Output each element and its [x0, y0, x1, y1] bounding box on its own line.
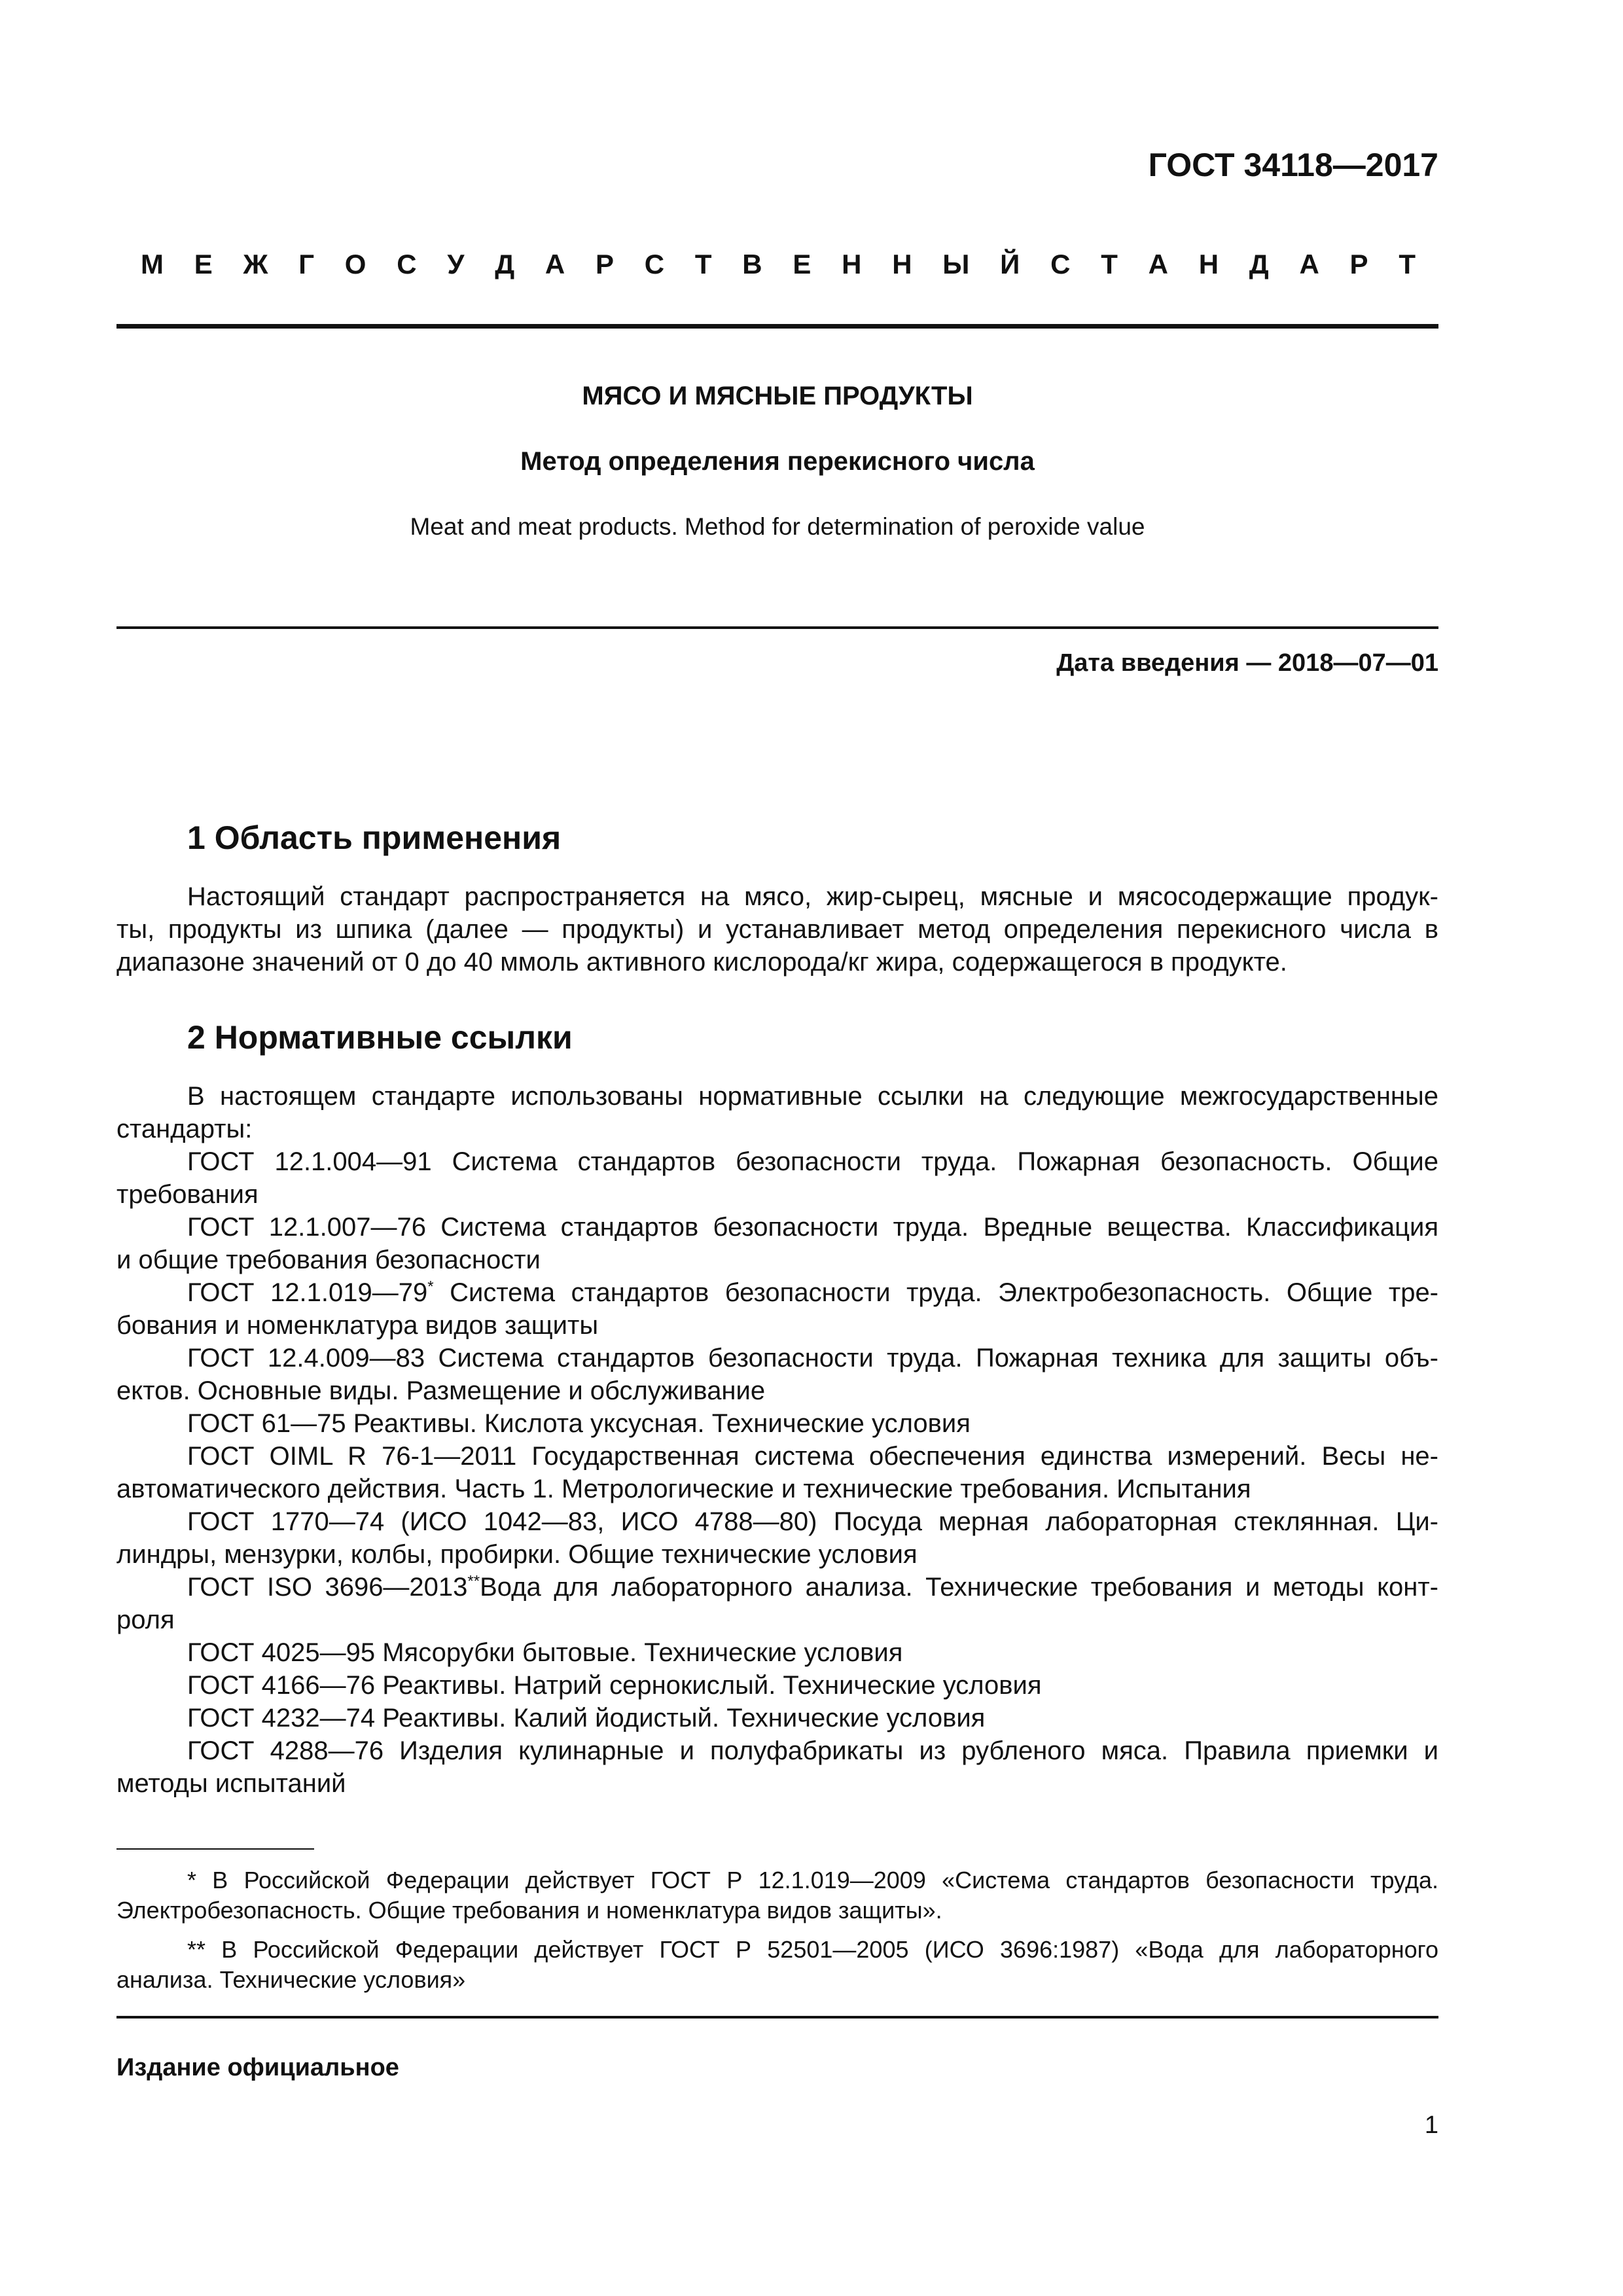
section-1-line: диапазоне значений от 0 до 40 ммоль активного кислорода/кг жира, содержащегося в продукте. — [116, 948, 1287, 977]
footnote-1: * В Российской Федерации действует ГОСТ Р 12.1.019—2009 «Система стандартов безопасности труда. — [187, 1867, 1438, 1893]
section-1-heading: 1 Область применения — [187, 819, 562, 856]
reference-gost-iso-3696 — [187, 1571, 1438, 1604]
reference-gost-12-1-019 — [187, 1276, 1438, 1309]
reference-text: Система стандартов безопасности труда. Электробезопасность. Общие тре- — [433, 1278, 1439, 1307]
reference-gost-4166: ГОСТ 4166—76 Реактивы. Натрий сернокислый. Технические условия — [187, 1671, 1042, 1700]
reference-gost-12-1-004: ГОСТ 12.1.004—91 Система стандартов безопасности труда. Пожарная безопасность. Общие — [187, 1147, 1438, 1176]
header-rule — [116, 324, 1438, 329]
title-rule — [116, 626, 1438, 629]
reference-continuation: и общие требования безопасности — [116, 1246, 541, 1274]
standard-number: ГОСТ 34118—2017 — [1148, 147, 1438, 183]
reference-gost-12-1-007: ГОСТ 12.1.007—76 Система стандартов безопасности труда. Вредные вещества. Классификация — [187, 1213, 1438, 1242]
reference-continuation: бования и номенклатура видов защиты — [116, 1311, 599, 1340]
reference-continuation: методы испытаний — [116, 1769, 346, 1798]
footnote-mark: ** — [467, 1572, 480, 1590]
section-1-line: Настоящий стандарт распространяется на мясо, жир-сырец, мясные и мясосодержащие продук- — [187, 882, 1438, 911]
document-title: МЯСО И МЯСНЫЕ ПРОДУКТЫ — [582, 382, 973, 410]
reference-continuation: автоматического действия. Часть 1. Метрологические и технические требования. Испытания — [116, 1475, 1251, 1503]
reference-gost-4232: ГОСТ 4232—74 Реактивы. Калий йодистый. Технические условия — [187, 1704, 986, 1732]
intro-date: Дата введения — 2018—07—01 — [1056, 649, 1438, 677]
reference-gost-61: ГОСТ 61—75 Реактивы. Кислота уксусная. Технические условия — [187, 1409, 971, 1438]
document-subtitle: Метод определения перекисного числа — [520, 447, 1035, 476]
reference-continuation: линдры, мензурки, колбы, пробирки. Общие технические условия — [116, 1540, 918, 1569]
footer-rule — [116, 2016, 1438, 2018]
footnote-2: ** В Российской Федерации действует ГОСТ Р 52501—2005 (ИСО 3696:1987) «Вода для лабораторного — [187, 1936, 1438, 1963]
reference-code: ГОСТ ISO 3696—2013 — [187, 1573, 468, 1602]
section-2-intro: В настоящем стандарте использованы нормативные ссылки на следующие межгосударственные — [187, 1082, 1438, 1111]
footnote-2-continuation: анализа. Технические условия» — [116, 1966, 466, 1993]
reference-text: Вода для лабораторного анализа. Технические требования и методы конт- — [480, 1573, 1438, 1602]
section-2-intro: стандарты: — [116, 1115, 253, 1143]
reference-continuation: требования — [116, 1180, 259, 1209]
reference-gost-12-4-009: ГОСТ 12.4.009—83 Система стандартов безопасности труда. Пожарная техника для защиты объ- — [187, 1344, 1438, 1372]
english-title: Meat and meat products. Method for determination of peroxide value — [410, 513, 1145, 540]
page-number: 1 — [1424, 2111, 1438, 2139]
reference-continuation: ектов. Основные виды. Размещение и обслуживание — [116, 1376, 766, 1405]
footnote-separator — [116, 1848, 314, 1850]
reference-continuation: роля — [116, 1605, 175, 1634]
reference-gost-1770: ГОСТ 1770—74 (ИСО 1042—83, ИСО 4788—80) Посуда мерная лабораторная стеклянная. Ци- — [187, 1507, 1438, 1536]
reference-gost-4288: ГОСТ 4288—76 Изделия кулинарные и полуфабрикаты из рубленого мяса. Правила приемки и — [187, 1736, 1438, 1765]
edition-label: Издание официальное — [116, 2054, 399, 2081]
reference-gost-oiml-r-76-1: ГОСТ OIML R 76-1—2011 Государственная система обеспечения единства измерений. Весы не- — [187, 1442, 1438, 1471]
section-2-heading: 2 Нормативные ссылки — [187, 1019, 573, 1056]
footnote-1-continuation: Электробезопасность. Общие требования и номенклатура видов защиты». — [116, 1897, 942, 1924]
footnote-mark: * — [427, 1278, 434, 1296]
reference-gost-4025: ГОСТ 4025—95 Мясорубки бытовые. Технические условия — [187, 1638, 903, 1667]
section-1-line: ты, продукты из шпика (далее — продукты) и устанавливает метод определения перекисного числа в — [116, 915, 1438, 944]
reference-code: ГОСТ 12.1.019—79 — [187, 1278, 428, 1307]
standard-type: М Е Ж Г О С У Д А Р С Т В Е Н Н Ы Й С Т А Н Д А Р Т — [141, 249, 1416, 279]
